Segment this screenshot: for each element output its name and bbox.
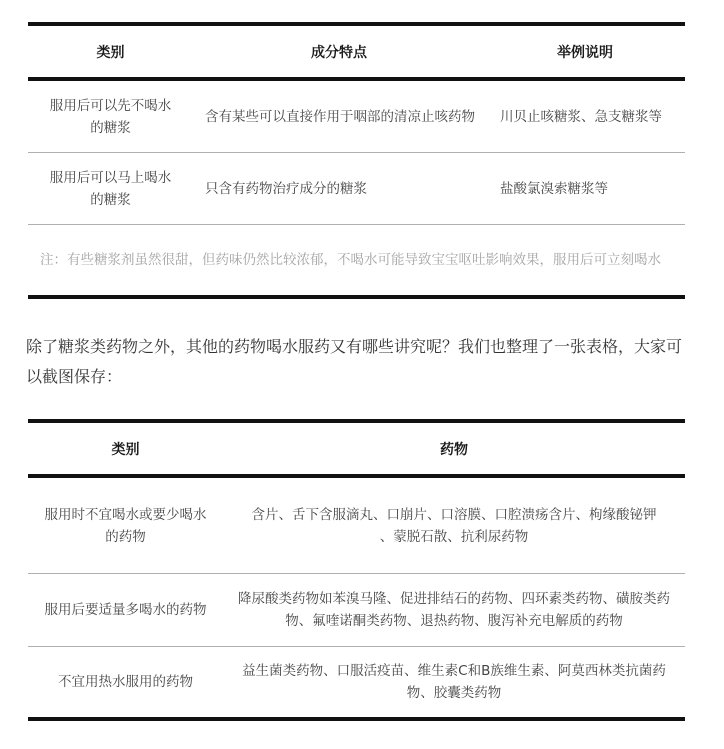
table-row (28, 574, 685, 646)
row-drugs: 降尿酸类药物如苯溴马隆、促进排结石的药物、四环素类药物、磺胺类药物、氟喹诺酮类药物、退热药物、腹泻补充电解质的药物 (238, 591, 670, 629)
row-category: 服用后可以先不喝水的糖浆 (49, 97, 172, 136)
header-category: 类别 (111, 441, 140, 458)
row-feature: 只含有药物治疗成分的糖浆 (205, 180, 367, 197)
row-category: 服用时不宜喝水或要少喝水的药物 (44, 506, 207, 545)
table-row (28, 647, 685, 717)
row-category: 不宜用热水服用的药物 (58, 674, 193, 690)
row-example: 川贝止咳糖浆、急支糖浆等 (500, 108, 662, 125)
row-drugs: 益生菌类药物、口服活疫苗、维生素C和B族维生素、阿莫西林类抗菌药物、胶囊类药物 (242, 663, 666, 701)
table-header-row (28, 26, 685, 77)
body-paragraph: 除了糖浆类药物之外，其他的药物喝水服药又有哪些讲究呢？我们也整理了一张表格，大家可以截图保存： (26, 337, 683, 386)
table-row (28, 153, 685, 224)
table-bottom-rule (28, 717, 685, 721)
row-feature: 含有某些可以直接作用于咽部的清凉止咳药物 (205, 108, 475, 125)
table-header-row (28, 423, 685, 474)
row-category: 服用后可以马上喝水的糖浆 (49, 169, 172, 208)
header-category: 类别 (96, 44, 125, 61)
row-drugs: 含片、舌下含服滴丸、口崩片、口溶膜、口腔溃疡含片、枸缘酸铋钾 、蒙脱石散、抗利尿药物 (251, 506, 657, 545)
header-drugs: 药物 (440, 441, 468, 458)
table-row (28, 478, 685, 573)
table-row (28, 81, 685, 152)
header-example: 举例说明 (557, 44, 613, 61)
table-bottom-rule (28, 295, 685, 299)
row-category: 服用后要适量多喝水的药物 (44, 602, 207, 618)
row-example: 盐酸氯溴索糖浆等 (500, 180, 608, 197)
table-note: 注：有些糖浆剂虽然很甜，但药味仍然比较浓郁，不喝水可能导致宝宝呕吐影响效果，服用后可立刻喝水 (40, 252, 661, 268)
drug-water-table (28, 419, 685, 721)
header-feature: 成分特点 (311, 44, 367, 61)
syrup-table (28, 22, 685, 299)
note-row (28, 225, 685, 295)
